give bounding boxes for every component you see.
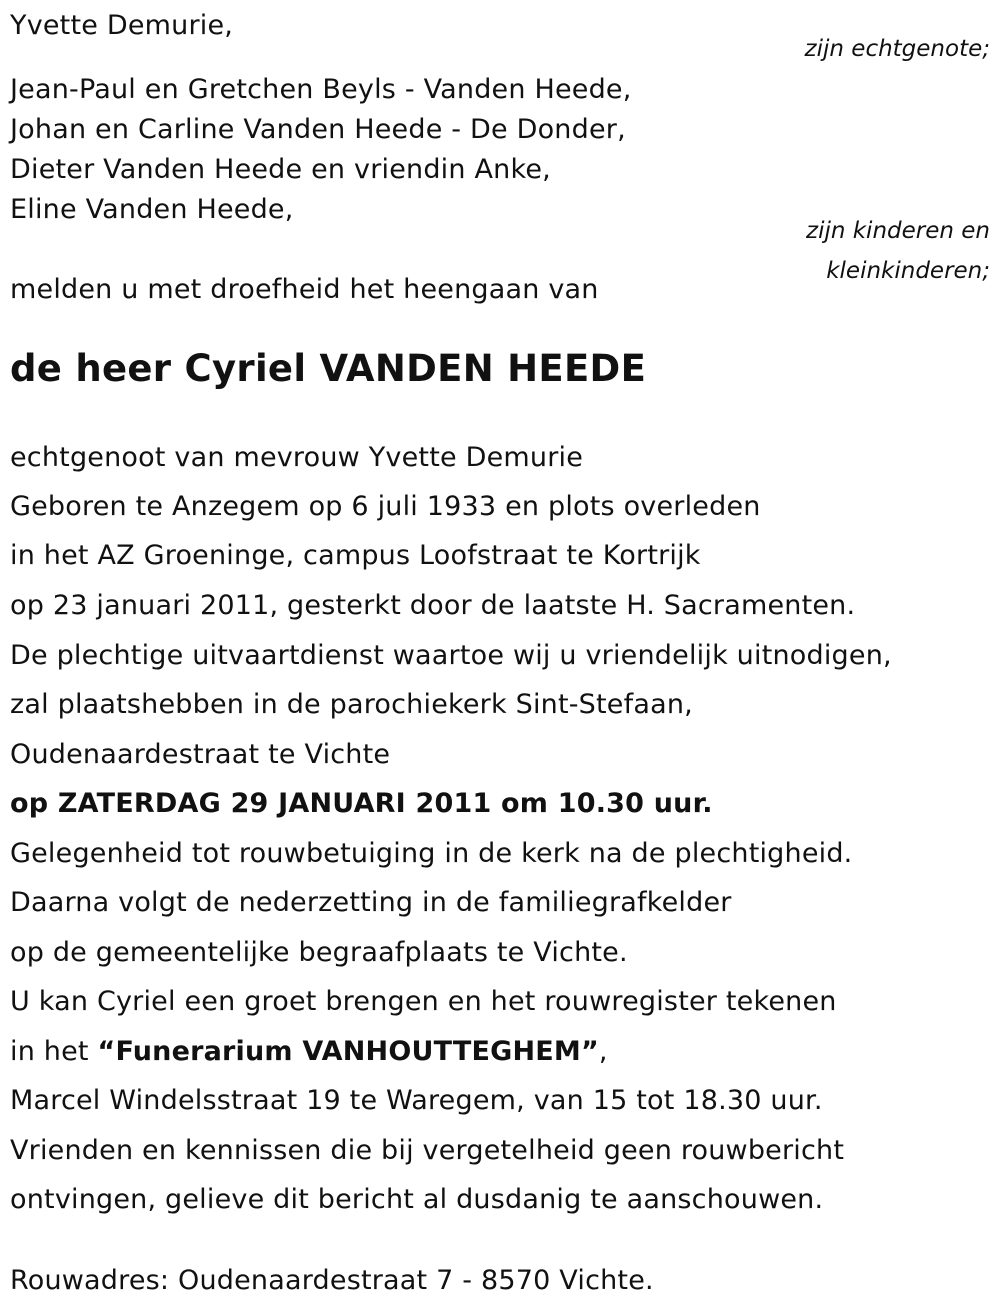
body-line-funeral-home-address: Marcel Windelsstraat 19 te Waregem, van 15 tot 18.30 uur. <box>10 1085 823 1116</box>
body-line-hospital: in het AZ Groeninge, campus Loofstraat te Kortrijk <box>10 540 701 571</box>
body-line-visit: U kan Cyriel een groet brengen en het rouwregister tekenen <box>10 986 837 1017</box>
funeral-home-name: “Funerarium VANHOUTTEGHEM” <box>97 1036 599 1067</box>
body-line-friends-cont: ontvingen, gelieve dit bericht al dusdanig te aanschouwen. <box>10 1184 824 1215</box>
funeral-home-prefix: in het <box>10 1036 98 1067</box>
body-line-burial: Daarna volgt de nederzetting in de familiegrafkelder <box>10 887 732 918</box>
body-line-spouse: echtgenoot van mevrouw Yvette Demurie <box>10 442 584 473</box>
spouse-name: Yvette Demurie, <box>10 10 234 41</box>
body-line-condolences: Gelegenheid tot rouwbetuiging in de kerk na de plechtigheid. <box>10 838 853 869</box>
children-relation-line1: zijn kinderen en <box>806 218 990 244</box>
child-line: Eline Vanden Heede, <box>10 194 294 225</box>
body-line-invitation: De plechtige uitvaartdienst waartoe wij u vriendelijk uitnodigen, <box>10 640 892 671</box>
mourning-address: Rouwadres: Oudenaardestraat 7 - 8570 Vichte. <box>10 1265 654 1296</box>
funeral-home-suffix: , <box>598 1036 608 1067</box>
spouse-relation: zijn echtgenote; <box>804 36 990 62</box>
body-line-church: zal plaatshebben in de parochiekerk Sint-Stefaan, <box>10 689 693 720</box>
body-line-birth: Geboren te Anzegem op 6 juli 1933 en plots overleden <box>10 491 761 522</box>
body-line-cemetery: op de gemeentelijke begraafplaats te Vichte. <box>10 937 628 968</box>
deceased-name: de heer Cyriel VANDEN HEEDE <box>10 347 647 390</box>
child-line: Johan en Carline Vanden Heede - De Donder, <box>10 114 626 145</box>
service-datetime: op ZATERDAG 29 JANUARI 2011 om 10.30 uur. <box>10 788 713 819</box>
body-line-death-date: op 23 januari 2011, gesterkt door de laatste H. Sacramenten. <box>10 590 856 621</box>
intro-line: melden u met droefheid het heengaan van <box>10 274 599 305</box>
body-line-friends: Vrienden en kennissen die bij vergetelheid geen rouwbericht <box>10 1135 845 1166</box>
child-line: Jean-Paul en Gretchen Beyls - Vanden Heede, <box>10 74 632 105</box>
body-line-funeral-home <box>10 1036 608 1067</box>
child-line: Dieter Vanden Heede en vriendin Anke, <box>10 154 551 185</box>
body-line-church-street: Oudenaardestraat te Vichte <box>10 739 391 770</box>
children-relation-line2: kleinkinderen; <box>826 258 990 284</box>
